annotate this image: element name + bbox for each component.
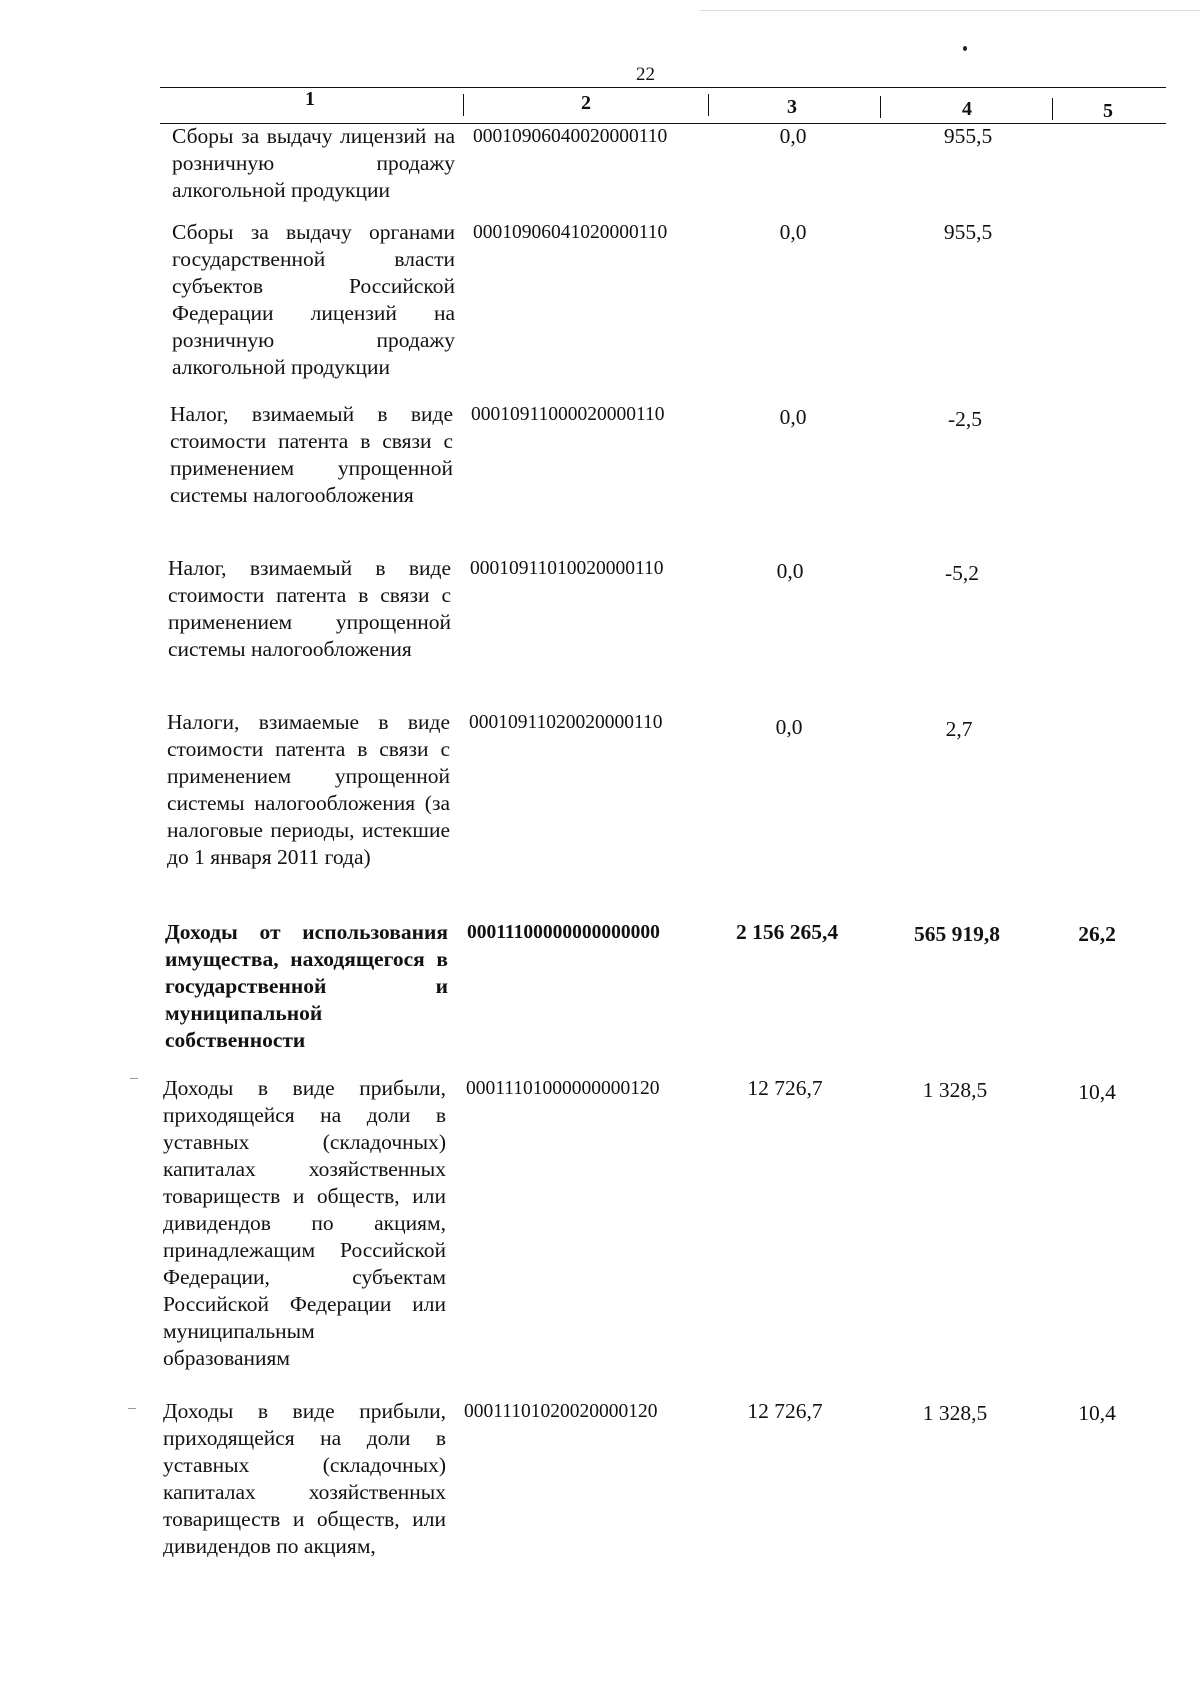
row-code: 00010906040020000110 [473,126,668,147]
row-value-col3: 0,0 [775,715,803,739]
row-name: Налог, взимаемый в виде стоимости патента в связи с применением упрощенной системы налогообложения [168,556,451,661]
row-value-col4: 955,5 [943,124,993,148]
header-col-2: 2 [581,92,591,114]
row-value-col3: 0,0 [776,559,804,583]
row-value-col4: -2,5 [947,407,983,431]
row-value-col3: 12 726,7 [747,1076,823,1100]
header-separator [1052,98,1053,120]
row-value-col4: 955,5 [943,220,993,244]
row-value-col3: 0,0 [779,124,807,148]
row-value-col3: 12 726,7 [747,1399,823,1423]
scan-speck [963,46,967,51]
row-name: Сборы за выдачу органами государственной власти субъектов Российской Федерации лицензий на розничную продажу алкогольной продукции [172,220,455,379]
row-value-col5: 10,4 [1078,1080,1116,1104]
header-col-4: 4 [962,98,972,120]
row-name: Налог, взимаемый в виде стоимости патента в связи с применением упрощенной системы налогообложения [170,402,453,507]
row-value-col5: 10,4 [1078,1401,1116,1425]
row-code: 00010906041020000110 [473,222,668,243]
row-value-col5: 26,2 [1078,922,1116,946]
scan-mark [128,1408,136,1409]
row-name: Доходы в виде прибыли, приходящейся на доли в уставных (складочных) капиталах хозяйственных товариществ и обществ, или дивидендов по акциям, принадлежащим Российской Федерации, субъектам Российской Федерации или муниципальным образованиям [163,1076,446,1370]
row-name: Сборы за выдачу лицензий на розничную продажу алкогольной продукции [172,124,455,202]
header-col-5: 5 [1103,100,1113,122]
row-name: Доходы от использования имущества, находящегося в государственной и муниципальной собственности [165,920,448,1052]
row-code: 00011101020020000120 [464,1401,658,1422]
page-number: 22 [636,64,655,85]
row-value-col4: 2,7 [945,717,973,741]
scan-mark [130,1078,138,1079]
scan-edge-line [700,10,1200,11]
row-value-col4: 1 328,5 [922,1078,988,1102]
header-separator [880,96,881,118]
row-value-col4: -5,2 [944,561,980,585]
header-col-3: 3 [787,96,797,118]
row-code: 00010911000020000110 [471,404,665,425]
header-separator [708,94,709,116]
row-value-col3: 0,0 [779,405,807,429]
header-col-1: 1 [305,88,315,110]
row-value-col3: 2 156 265,4 [735,920,839,944]
row-value-col4: 565 919,8 [914,922,1000,946]
row-value-col4: 1 328,5 [922,1401,988,1425]
row-code: 00010911020020000110 [469,712,663,733]
header-separator [463,94,464,116]
row-name: Доходы в виде прибыли, приходящейся на доли в уставных (складочных) капиталах хозяйственных товариществ и обществ, или дивидендов по акциям, [163,1399,446,1558]
row-code: 00011100000000000000 [467,922,660,943]
row-name: Налоги, взимаемые в виде стоимости патента в связи с применением упрощенной системы налогообложения (за налоговые периоды, истекшие до 1 января 2011 года) [167,710,450,869]
row-code: 00011101000000000120 [466,1078,660,1099]
row-code: 00010911010020000110 [470,558,664,579]
row-value-col3: 0,0 [779,220,807,244]
